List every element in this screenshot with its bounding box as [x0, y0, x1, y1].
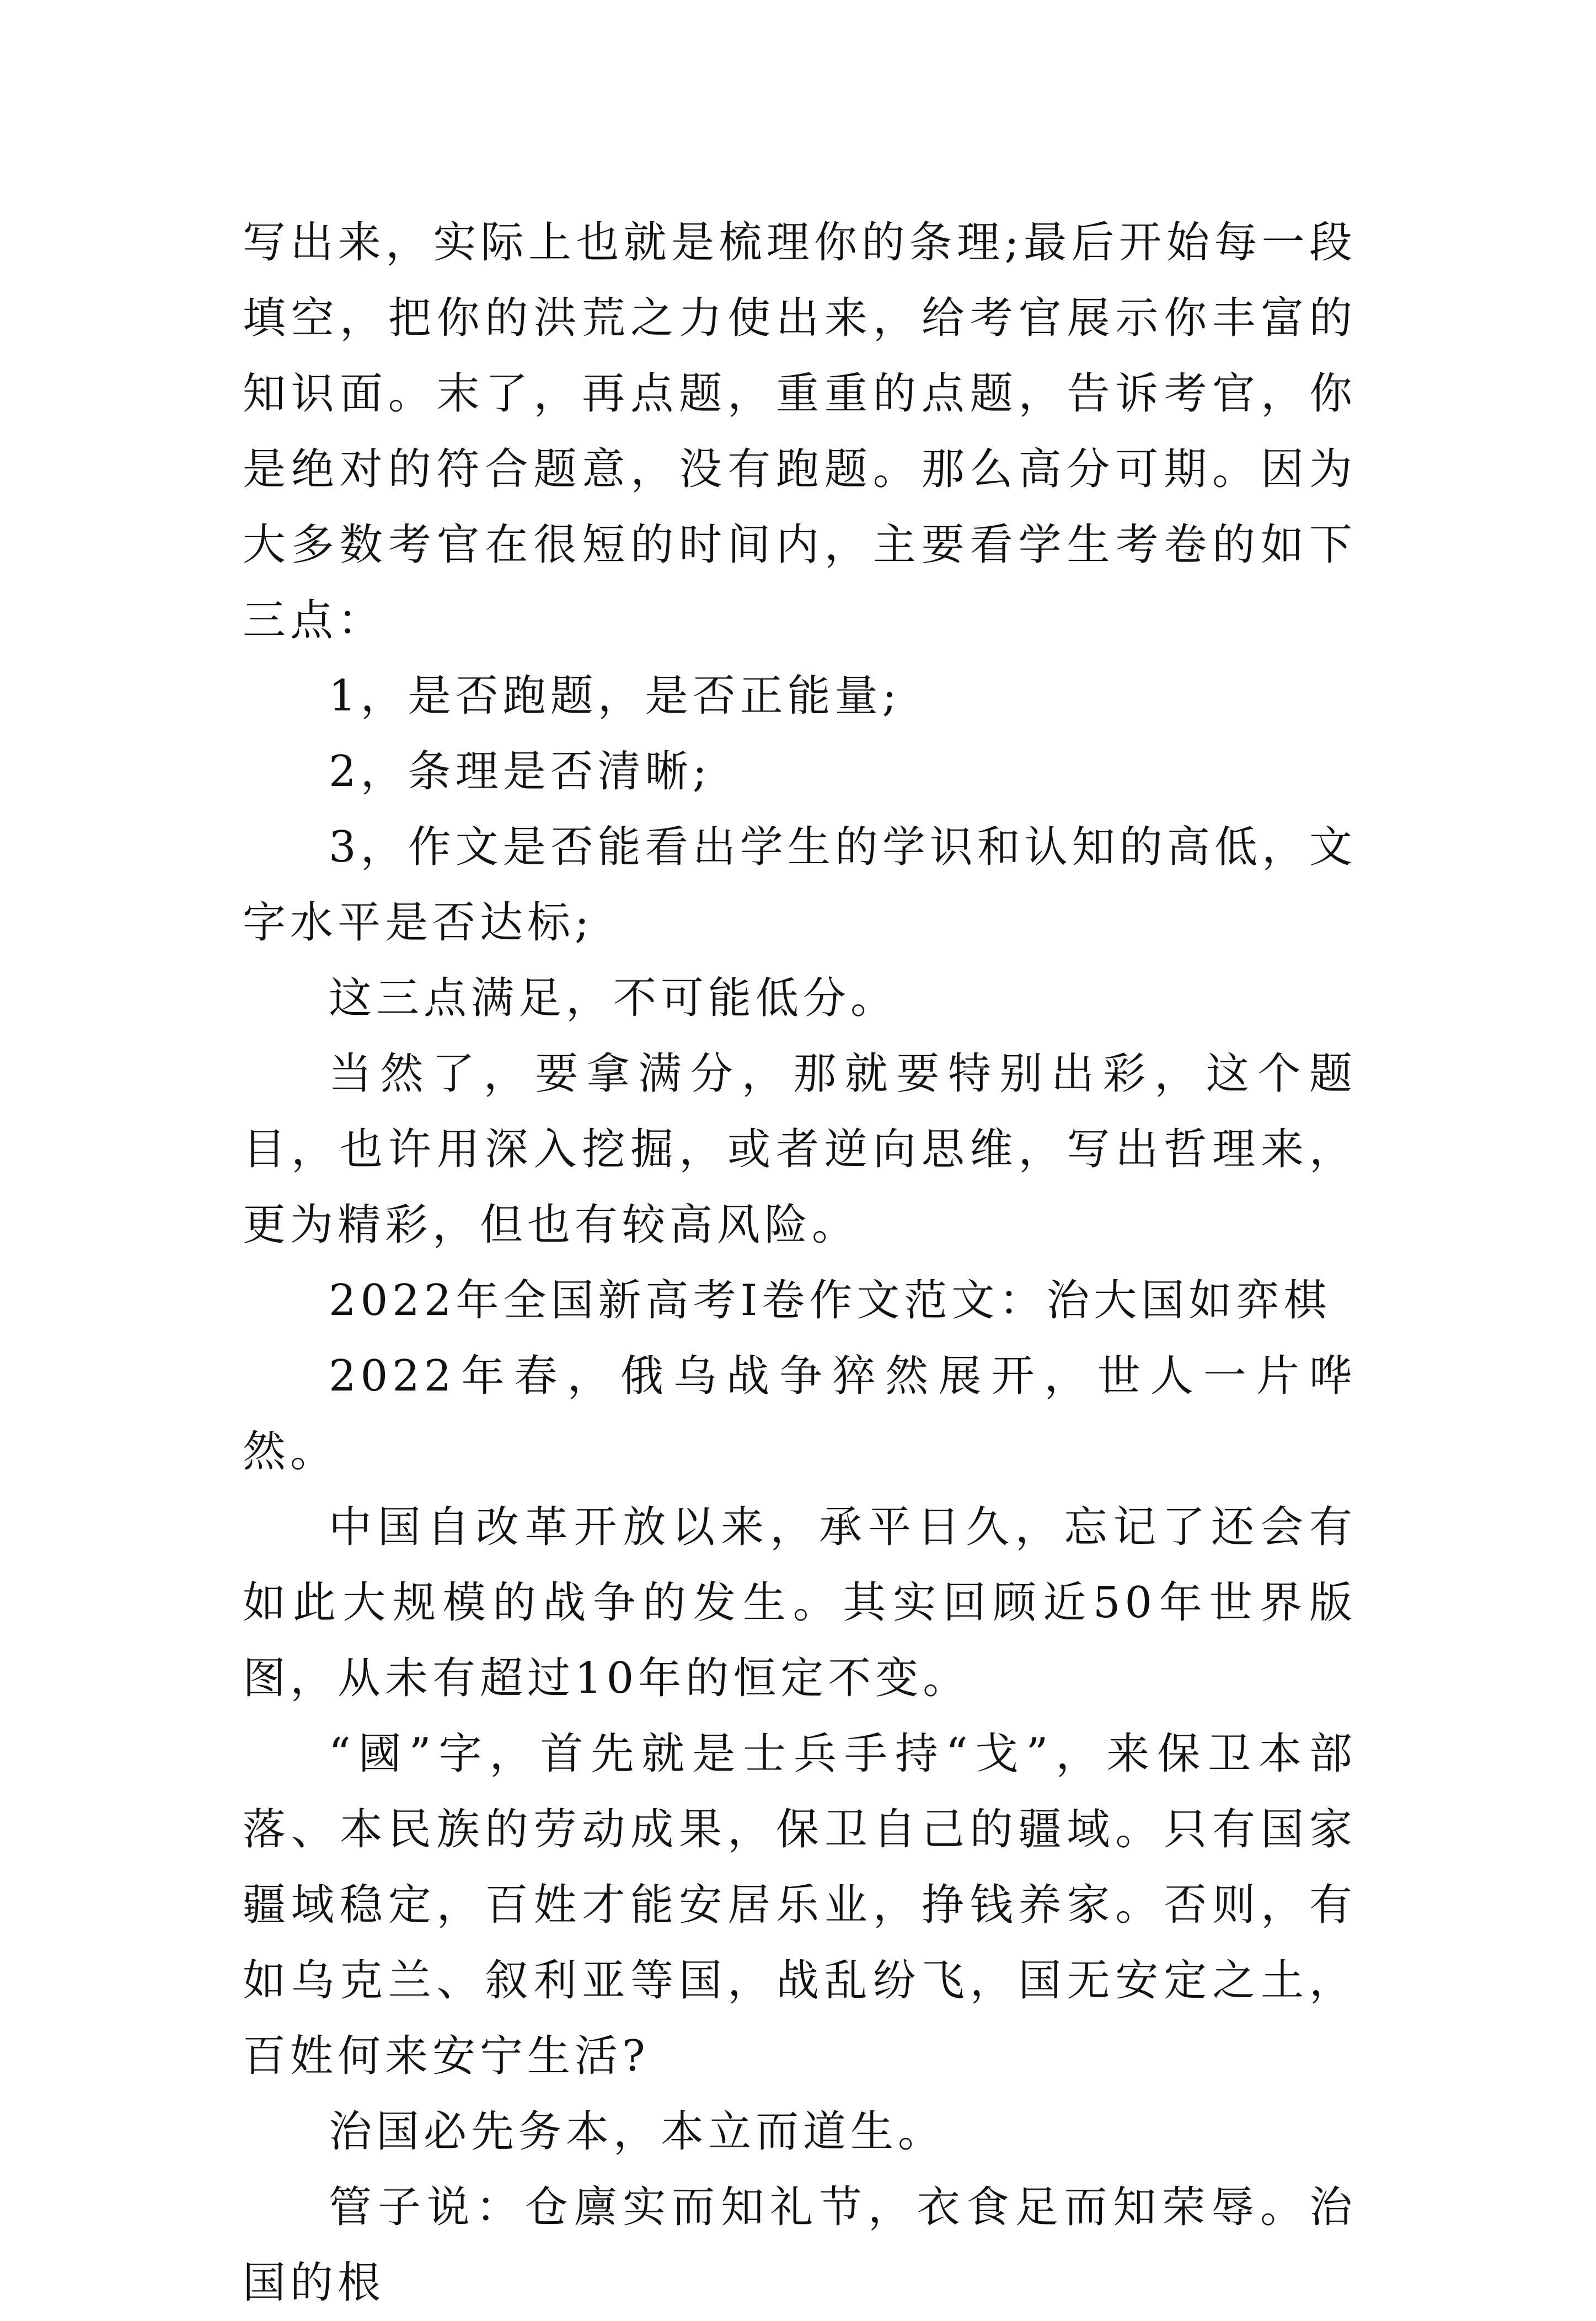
list-item-3: 3，作文是否能看出学生的学识和认知的高低，文字水平是否达标;	[243, 822, 1357, 948]
paragraph-truncated: 管子说：仓廪实而知礼节，衣食足而知荣辱。治国的根	[243, 2183, 1357, 2308]
paragraph: “國”字，首先就是士兵手持“戈”，来保卫本部落、本民族的劳动成果，保卫自己的疆域。只有国家疆域稳定，百姓才能安居乐业，挣钱养家。否则，有如乌克兰、叙利亚等国，战乱纷飞，国无安定之土，百姓何来安宁生活?	[243, 1729, 1357, 2081]
list-item-1: 1，是否跑题，是否正能量;	[329, 671, 901, 721]
body-text	[243, 205, 1357, 2321]
list-item-2: 2，条理是否清晰;	[329, 747, 711, 796]
paragraph: 2022年春，俄乌战争猝然展开，世人一片哗然。	[243, 1351, 1357, 1477]
paragraph-continued: 写出来，实际上也就是梳理你的条理;最后开始每一段填空，把你的洪荒之力使出来，给考官展示你丰富的知识面。末了，再点题，重重的点题，告诉考官，你是绝对的符合题意，没有跑题。那么高分可期。因为大多数考官在很短的时间内，主要看学生考卷的如下三点：	[243, 218, 1357, 645]
paragraph: 中国自改革开放以来，承平日久，忘记了还会有如此大规模的战争的发生。其实回顾近50年世界版图，从未有超过10年的恒定不变。	[243, 1502, 1357, 1703]
paragraph: 这三点满足，不可能低分。	[329, 974, 898, 1023]
essay-title: 2022年全国新高考Ⅰ卷作文范文：治大国如弈棋	[329, 1276, 1331, 1325]
paragraph: 当然了，要拿满分，那就要特别出彩，这个题目，也许用深入挖掘，或者逆向思维，写出哲理来，更为精彩，但也有较高风险。	[243, 1049, 1357, 1250]
paragraph: 治国必先务本，本立而道生。	[329, 2107, 946, 2157]
